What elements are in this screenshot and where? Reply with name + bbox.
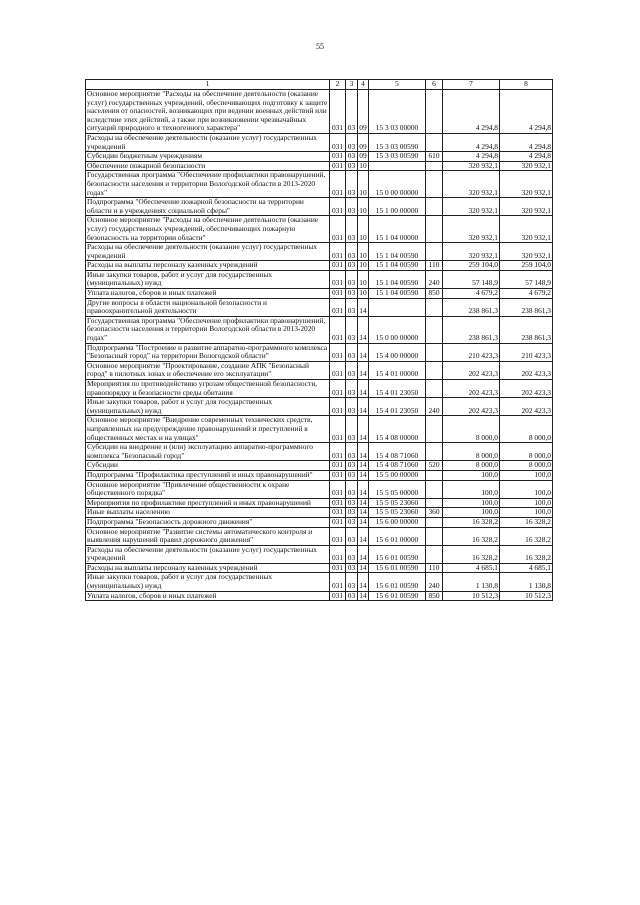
row-name-cell: Уплата налогов, сборов и иных платежей [86,289,330,299]
admin-code-cell: 031 [330,298,346,316]
admin-code-cell: 031 [330,243,346,261]
admin-code-cell: 031 [330,517,346,527]
target-article-cell: 15 6 01 00590 [369,563,426,573]
expense-type-cell: 240 [426,398,443,416]
admin-code-cell: 031 [330,380,346,398]
admin-code-cell: 031 [330,161,346,171]
target-article-cell: 15 1 04 00590 [369,270,426,288]
target-article-cell: 15 3 03 00590 [369,152,426,162]
subsection-code-cell: 14 [358,416,369,443]
column-header: 4 [358,80,369,90]
admin-code-cell: 031 [330,171,346,198]
amount-cell: 57 148,9 [500,270,553,288]
amount-cell: 8 000,0 [500,461,553,471]
section-code-cell: 03 [346,298,358,316]
subsection-code-cell: 14 [358,380,369,398]
target-article-cell: 15 1 00 00000 [369,198,426,216]
amount-cell: 202 423,3 [443,380,500,398]
amount-cell: 4 679,2 [443,289,500,299]
section-code-cell: 03 [346,527,358,545]
subsection-code-cell: 14 [359,517,367,526]
amount-cell: 16 328,2 [443,517,500,527]
section-code-cell: 03 [346,398,358,416]
section-code-cell: 03 [346,380,358,398]
amount-cell: 10 512,3 [500,591,553,601]
row-name-cell: Расходы на обеспечение деятельности (оказание услуг) государственных учреждений [86,133,330,151]
amount-cell: 320 932,1 [500,198,553,216]
subsection-code-cell: 14 [358,573,369,591]
amount-cell: 10 512,3 [443,591,500,601]
amount-cell: 8 000,0 [443,461,500,471]
expense-type-cell [426,343,443,361]
expense-type-cell: 240 [426,573,443,591]
section-code-cell: 03 [346,133,358,151]
admin-code-cell: 031 [330,461,346,471]
target-article-cell: 15 4 08 71060 [369,461,426,471]
amount-cell: 8 000,0 [500,416,553,443]
amount-cell: 4 294,8 [500,90,553,134]
amount-cell: 1 130,8 [500,573,553,591]
target-article-cell: 15 3 03 00000 [369,90,426,134]
target-article-cell: 15 1 04 00590 [369,289,426,299]
row-name-cell: Мероприятия по противодействию угрозам общественной безопасности, правопорядку и безопасности среды обитания [86,380,330,398]
subsection-code-cell: 14 [358,298,369,316]
admin-code-cell: 031 [330,152,346,162]
amount-cell: 259 104,0 [500,261,553,271]
row-name-cell: Основное мероприятие "Расходы на обеспечение деятельности (оказание услуг) государственных учреждений, обеспечивающих пожарную безопасность на территории области" [86,216,330,243]
section-code-cell: 03 [346,343,358,361]
amount-cell: 100,0 [500,480,553,498]
amount-cell: 100,0 [443,498,500,508]
table-row [86,216,553,243]
table-row [86,380,553,398]
amount-cell: 16 328,2 [500,545,553,563]
admin-code-cell: 031 [330,545,346,563]
row-name-cell: Обеспечение пожарной безопасности [86,161,330,171]
expense-type-cell [426,527,443,545]
section-code-cell: 03 [346,545,358,563]
table-row [86,480,553,498]
amount-cell: 16 328,2 [500,527,553,545]
table-row [86,343,553,361]
section-code-cell: 03 [346,198,358,216]
expense-type-cell [426,298,443,316]
target-article-cell: 15 6 01 00590 [369,573,426,591]
row-name-cell: Подпрограмма "Профилактика преступлений и иных правонарушений" [86,470,330,480]
row-name-cell: Уплата налогов, сборов и иных платежей [86,591,330,601]
section-code-cell: 03 [346,289,358,299]
target-article-cell: 15 4 01 00000 [369,361,426,379]
amount-cell: 100,0 [500,498,553,508]
amount-cell: 202 423,3 [443,361,500,379]
expense-type-cell: 850 [426,289,443,299]
amount-cell: 320 932,1 [500,171,553,198]
amount-cell: 4 679,2 [500,289,553,299]
table-row [86,270,553,288]
table-row [86,545,553,563]
admin-code-cell: 031 [330,270,346,288]
table-row [86,243,553,261]
subsection-code-cell: 10 [359,288,367,298]
amount-cell: 4 294,8 [443,152,500,162]
admin-code-cell: 031 [330,498,346,508]
table-row [86,443,553,461]
amount-cell: 4 294,8 [443,90,500,134]
amount-cell: 57 148,9 [443,270,500,288]
amount-cell: 100,0 [500,470,553,480]
subsection-code-cell: 09 [358,133,369,151]
row-name-cell: Мероприятия по профилактике преступлений и иных правонарушений [86,498,330,508]
amount-cell: 259 104,0 [443,261,500,271]
amount-cell: 320 932,1 [443,161,500,171]
amount-cell: 238 861,3 [443,298,500,316]
target-article-cell: 15 5 05 23060 [369,498,426,508]
subsection-code-cell: 10 [358,171,369,198]
column-header: 5 [369,80,426,90]
table-row [86,416,553,443]
row-name-cell: Основное мероприятие "Развитие системы автоматического контроля и выявления нарушений правил дорожного движения" [86,527,330,545]
table-header-row [86,80,553,90]
section-code-cell: 03 [346,316,358,343]
admin-code-cell: 031 [330,289,346,299]
target-article-cell: 15 1 04 00590 [369,243,426,261]
table-row [86,461,553,471]
section-code-cell: 03 [346,443,358,461]
subsection-code-cell: 14 [358,361,369,379]
amount-cell: 238 861,3 [500,316,553,343]
table-row [86,573,553,591]
expense-type-cell [426,545,443,563]
target-article-cell: 15 4 01 23050 [369,380,426,398]
target-article-cell: 15 4 08 00000 [369,416,426,443]
amount-cell: 8 000,0 [500,443,553,461]
section-code-cell: 03 [346,261,358,271]
page-number: 55 [316,42,324,51]
section-code-cell: 03 [346,361,358,379]
target-article-cell: 15 1 04 00590 [369,261,426,271]
expense-type-cell [426,161,443,171]
table-row [86,591,553,601]
section-code-cell: 03 [346,573,358,591]
expense-type-cell [426,243,443,261]
admin-code-cell: 031 [330,261,346,271]
amount-cell: 1 130,8 [443,573,500,591]
expense-type-cell: 610 [426,152,443,162]
row-name-cell: Иные закупки товаров, работ и услуг для государственных (муниципальных) нужд [86,573,330,591]
admin-code-cell: 031 [330,508,346,518]
row-name-cell: Субсидии [86,461,330,471]
subsection-code-cell: 14 [359,591,367,600]
table-row [86,90,553,134]
table-row [86,261,553,271]
admin-code-cell: 031 [330,470,346,480]
table-row [86,498,553,508]
amount-cell: 320 932,1 [500,243,553,261]
section-code-cell: 03 [346,270,358,288]
subsection-code-cell: 10 [359,161,367,170]
target-article-cell: 15 1 04 00000 [369,216,426,243]
amount-cell: 100,0 [443,480,500,498]
admin-code-cell: 031 [330,343,346,361]
row-name-cell: Субсидии на внедрение и (или) эксплуатацию аппаратно-программного комплекса "Безопасный город" [86,443,330,461]
subsection-code-cell: 14 [358,398,369,416]
row-name-cell: Иные закупки товаров, работ и услуг для государственных (муниципальных) нужд [86,270,330,288]
admin-code-cell: 031 [330,216,346,243]
amount-cell: 4 685,1 [500,563,553,573]
row-name-cell: Подпрограмма "Безопасность дорожного движения" [86,517,330,527]
section-code-cell: 03 [346,171,358,198]
column-header: 6 [426,80,443,90]
admin-code-cell: 031 [330,527,346,545]
table-row [86,298,553,316]
admin-code-cell: 031 [330,361,346,379]
column-header: 3 [346,80,358,90]
subsection-code-cell: 10 [358,216,369,243]
amount-cell: 320 932,1 [443,216,500,243]
target-article-cell: 15 5 05 23060 [369,508,426,518]
expense-type-cell: 360 [426,508,443,518]
subsection-code-cell: 10 [358,198,369,216]
admin-code-cell: 031 [330,416,346,443]
expense-type-cell [426,380,443,398]
target-article-cell: 15 5 00 00000 [369,470,426,480]
subsection-code-cell: 14 [358,545,369,563]
amount-cell: 8 000,0 [443,416,500,443]
section-code-cell: 03 [346,161,358,171]
amount-cell: 238 861,3 [500,298,553,316]
amount-cell: 210 423,3 [443,343,500,361]
expense-type-cell [426,480,443,498]
amount-cell: 4 294,8 [500,133,553,151]
admin-code-cell: 031 [330,133,346,151]
target-article-cell: 15 6 00 00000 [369,517,426,527]
subsection-code-cell: 10 [358,270,369,288]
amount-cell: 210 423,3 [500,343,553,361]
amount-cell: 320 932,1 [500,161,553,171]
expense-type-cell [426,361,443,379]
section-code-cell: 03 [346,563,358,573]
subsection-code-cell: 14 [359,507,367,517]
amount-cell: 320 932,1 [443,243,500,261]
section-code-cell: 03 [346,470,358,480]
expense-type-cell [426,171,443,198]
row-name-cell: Иные закупки товаров, работ и услуг для государственных (муниципальных) нужд [86,398,330,416]
subsection-code-cell: 14 [359,470,367,479]
expense-type-cell [426,133,443,151]
subsection-code-cell: 14 [358,480,369,498]
table-row [86,398,553,416]
subsection-code-cell: 10 [358,243,369,261]
row-name-cell: Расходы на обеспечение деятельности (оказание услуг) государственных учреждений [86,243,330,261]
target-article-cell: 15 3 03 00590 [369,133,426,151]
admin-code-cell: 031 [330,443,346,461]
target-article-cell: 15 6 01 00590 [369,545,426,563]
expense-type-cell: 110 [426,261,443,271]
admin-code-cell: 031 [330,90,346,134]
amount-cell: 16 328,2 [500,517,553,527]
row-name-cell: Основное мероприятие "Внедрение современных технических средств, направленных на предупреждение правонарушений и преступлений в общественных местах и на улицах" [86,416,330,443]
amount-cell: 202 423,3 [500,398,553,416]
section-code-cell: 03 [346,517,358,527]
column-header: 1 [86,80,330,90]
table-row [86,508,553,518]
amount-cell: 100,0 [443,508,500,518]
table-row [86,361,553,379]
expense-type-cell [426,90,443,134]
subsection-code-cell: 10 [359,260,367,270]
expense-type-cell [426,517,443,527]
subsection-code-cell: 09 [358,90,369,134]
row-name-cell: Основное мероприятие "Привлечение общественности к охране общественного порядка" [86,480,330,498]
expense-type-cell [426,498,443,508]
target-article-cell: 15 6 01 00000 [369,527,426,545]
row-name-cell: Государственная программа "Обеспечение профилактики правонарушений, безопасности населения и территории Вологодской области в 2013-2020 годах" [86,171,330,198]
section-code-cell: 03 [346,216,358,243]
section-code-cell: 03 [346,90,358,134]
subsection-code-cell: 14 [358,527,369,545]
section-code-cell: 03 [346,243,358,261]
row-name-cell: Иные выплаты населению [86,508,330,518]
target-article-cell [369,161,426,171]
row-name-cell: Подпрограмма "Обеспечение пожарной безопасности на территории области и в учреждениях социальной сферы" [86,198,330,216]
row-name-cell: Расходы на обеспечение деятельности (оказание услуг) государственных учреждений [86,545,330,563]
amount-cell: 100,0 [443,470,500,480]
expense-type-cell: 110 [426,563,443,573]
row-name-cell: Расходы на выплаты персоналу казенных учреждений [86,563,330,573]
admin-code-cell: 031 [330,573,346,591]
target-article-cell: 15 4 00 00000 [369,343,426,361]
amount-cell: 202 423,3 [500,380,553,398]
expense-type-cell [426,216,443,243]
table-row [86,198,553,216]
table-row [86,527,553,545]
admin-code-cell: 031 [330,563,346,573]
amount-cell: 4 294,8 [500,152,553,162]
expense-type-cell: 850 [426,591,443,601]
target-article-cell: 15 0 00 00000 [369,316,426,343]
subsection-code-cell: 14 [358,316,369,343]
amount-cell: 320 932,1 [500,216,553,243]
target-article-cell: 15 0 00 00000 [369,171,426,198]
table-row [86,152,553,162]
column-header: 2 [330,80,346,90]
subsection-code-cell: 14 [358,443,369,461]
column-header: 8 [500,80,553,90]
expense-type-cell [426,470,443,480]
expense-type-cell [426,443,443,461]
expense-type-cell [426,198,443,216]
row-name-cell: Государственная программа "Обеспечение профилактики правонарушений, безопасности населения и территории Вологодской области в 2013-2020 годах" [86,316,330,343]
row-name-cell: Основное мероприятие "Проектирование, создание АПК "Безопасный город" в пилотных зонах и обеспечение его эксплуатации" [86,361,330,379]
subsection-code-cell: 09 [359,151,367,161]
admin-code-cell: 031 [330,198,346,216]
table-row [86,563,553,573]
section-code-cell: 03 [346,461,358,471]
table-row [86,171,553,198]
amount-cell: 4 685,1 [443,563,500,573]
amount-cell: 320 932,1 [443,171,500,198]
subsection-code-cell: 14 [359,563,367,572]
column-header: 7 [443,80,500,90]
row-name-cell: Другие вопросы в области национальной безопасности и правоохранительной деятельности [86,298,330,316]
expense-type-cell: 520 [426,461,443,471]
expense-type-cell [426,416,443,443]
row-name-cell: Основное мероприятие "Расходы на обеспечение деятельности (оказание услуг) государственных учреждений, обеспечивающих подготовку к защите населения от опасностей, возникающих при ведении военных действий или вследствие этих действий, а также при возникновении чрезвычайных ситуаций природного и техногенного характера" [86,90,330,134]
admin-code-cell: 031 [330,316,346,343]
target-article-cell [369,298,426,316]
admin-code-cell: 031 [330,591,346,601]
table-row [86,161,553,171]
amount-cell: 202 423,3 [443,398,500,416]
table-row [86,316,553,343]
table-row [86,133,553,151]
target-article-cell: 15 5 05 00000 [369,480,426,498]
amount-cell: 238 861,3 [443,316,500,343]
target-article-cell: 15 4 08 71060 [369,443,426,461]
row-name-cell: Субсидии бюджетным учреждениям [86,152,330,162]
admin-code-cell: 031 [330,480,346,498]
section-code-cell: 03 [346,591,358,601]
amount-cell: 100,0 [500,508,553,518]
target-article-cell: 15 6 01 00590 [369,591,426,601]
subsection-code-cell: 14 [359,460,367,470]
table-row [86,517,553,527]
amount-cell: 8 000,0 [443,443,500,461]
table-row [86,470,553,480]
amount-cell: 320 932,1 [443,198,500,216]
row-name-cell: Расходы на выплаты персоналу казенных учреждений [86,261,330,271]
expense-type-cell [426,316,443,343]
budget-table [85,79,553,601]
amount-cell: 16 328,2 [443,527,500,545]
subsection-code-cell: 14 [358,343,369,361]
section-code-cell: 03 [346,416,358,443]
expense-type-cell: 240 [426,270,443,288]
target-article-cell: 15 4 01 23050 [369,398,426,416]
table-row [86,289,553,299]
subsection-code-cell: 14 [359,498,367,507]
amount-cell: 16 328,2 [443,545,500,563]
amount-cell: 4 294,8 [443,133,500,151]
section-code-cell: 03 [346,480,358,498]
amount-cell: 202 423,3 [500,361,553,379]
section-code-cell: 03 [346,498,358,508]
row-name-cell: Подпрограмма "Построение и развитие аппаратно-программного комплекса "Безопасный город" на территории Вологодской области" [86,343,330,361]
admin-code-cell: 031 [330,398,346,416]
section-code-cell: 03 [346,508,358,518]
section-code-cell: 03 [346,152,358,162]
